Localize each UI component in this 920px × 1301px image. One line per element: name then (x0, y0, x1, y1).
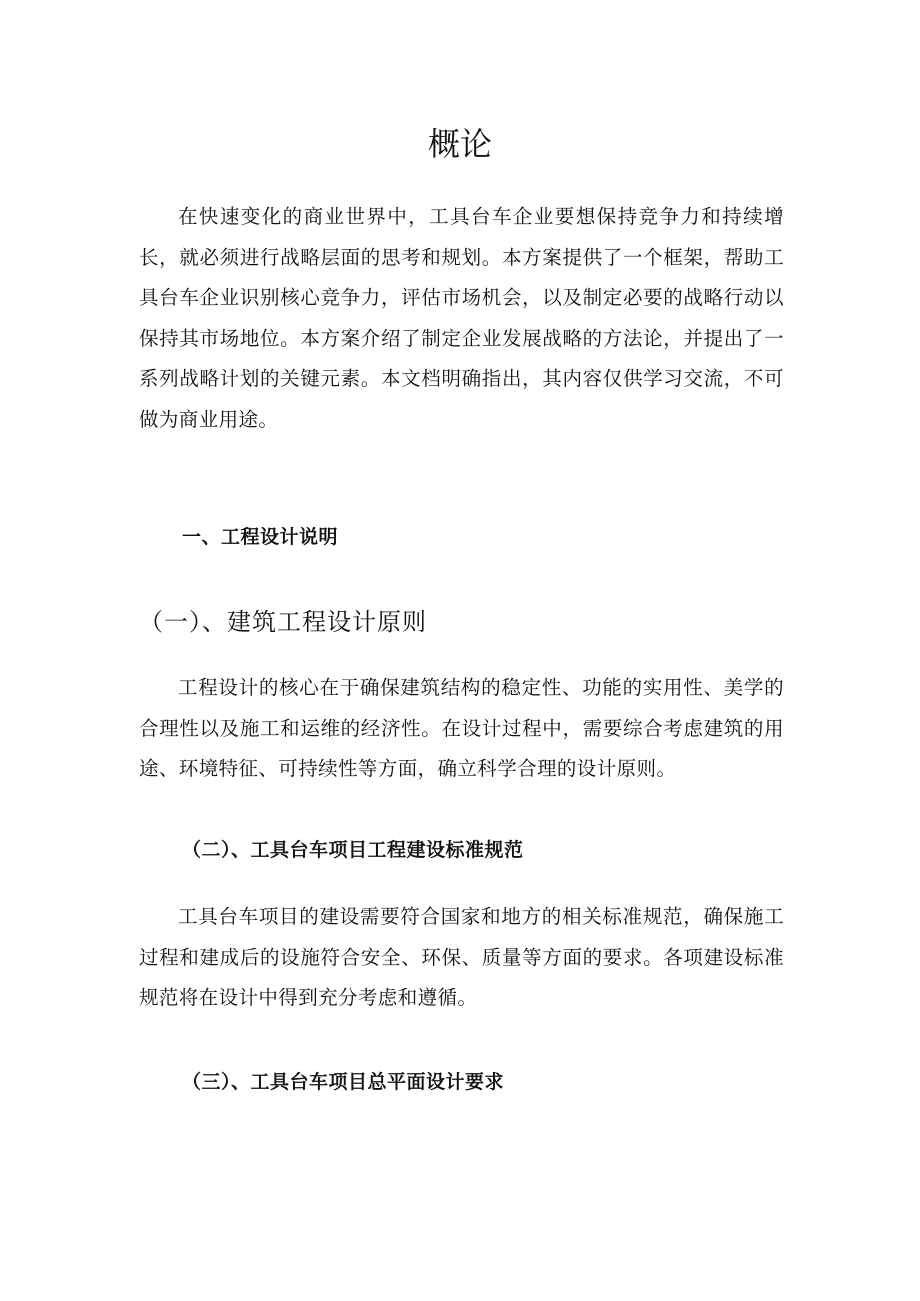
subsection-heading-site-plan: （三）、工具台车项目总平面设计要求 (182, 1071, 505, 1093)
section-heading-engineering-design: 一、工程设计说明 (182, 526, 339, 548)
page-title: 概论 (427, 125, 492, 163)
design-principles-paragraph: 工程设计的核心在于确保建筑结构的稳定性、功能的实用性、美学的合理性以及施工和运维的经济性。在设计过程中，需要综合考虑建筑的用途、环境特征、可持续性等方面，确立科学合理的设计原则。 (139, 676, 784, 781)
subsection-heading-standards: （二）、工具台车项目工程建设标准规范 (182, 839, 524, 861)
standards-paragraph: 工具台车项目的建设需要符合国家和地方的相关标准规范，确保施工过程和建成后的设施符合安全、环保、质量等方面的要求。各项建设标准规范将在设计中得到充分考虑和遵循。 (139, 905, 784, 1010)
intro-paragraph: 在快速变化的商业世界中，工具台车企业要想保持竞争力和持续增长，就必须进行战略层面的思考和规划。本方案提供了一个框架，帮助工具台车企业识别核心竞争力，评估市场机会，以及制定必要的战略行动以保持其市场地位。本方案介绍了制定企业发展战略的方法论，并提出了一系列战略计划的关键元素。本文档明确指出，其内容仅供学习交流，不可做为商业用途。 (139, 205, 784, 431)
subsection-heading-design-principles: （一）、建筑工程设计原则 (139, 608, 427, 636)
